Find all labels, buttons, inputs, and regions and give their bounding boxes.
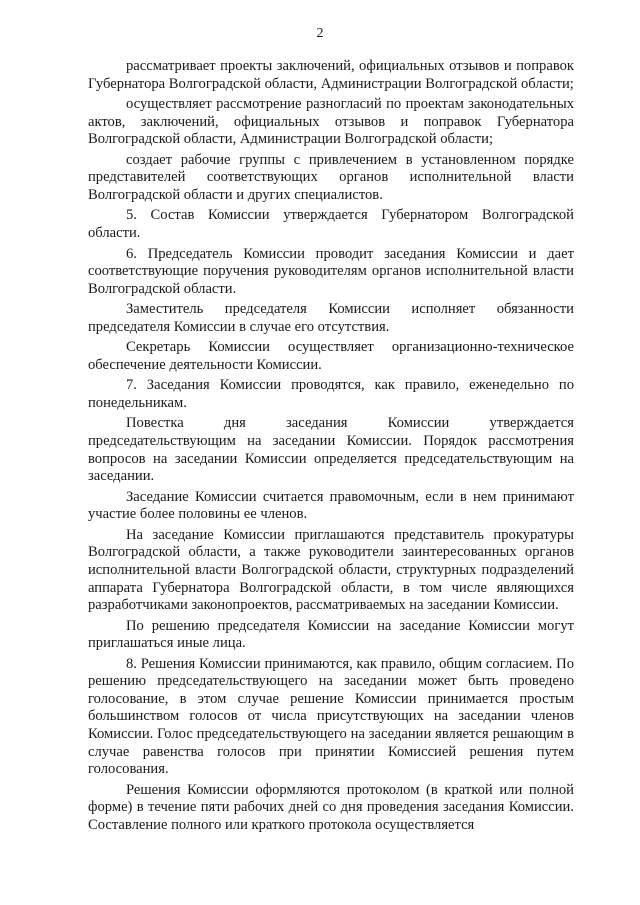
page-number: 2 [316,26,324,41]
paragraph: рассматривает проекты заключений, официальных отзывов и поправок Губернатора Волгоградской области, Администрации Волгоградской области; [88,58,574,92]
paragraph: Заместитель председателя Комиссии исполняет обязанности председателя Комиссии в случае его отсутствия. [88,301,574,335]
paragraph: осуществляет рассмотрение разногласий по проектам законодательных актов, заключений, официальных отзывов и поправок Губернатора Волгоградской области, Администрации Волгоградской области; [88,96,574,148]
paragraph: создает рабочие группы с привлечением в установленном порядке представителей соответствующих органов исполнительной власти Волгоградской области и других специалистов. [88,151,574,203]
paragraph: Заседание Комиссии считается правомочным, если в нем принимают участие более половины ее членов. [88,488,574,523]
paragraph: 5. Состав Комиссии утверждается Губернатором Волгоградской области. [88,207,574,242]
paragraph: Решения Комиссии оформляются протоколом (в краткой или полной форме) в течение пяти рабочих дней со дня проведения заседания Комиссии. Составление полного или краткого протокола осуществляется [88,781,574,833]
paragraph: Повестка дня заседания Комиссии утверждается председательствующим на заседании Комиссии. Порядок рассмотрения вопросов на заседании Комиссии определяется председательствующим на заседании. [88,415,574,485]
paragraph: По решению председателя Комиссии на заседание Комиссии могут приглашаться иные лица. [88,617,574,652]
paragraph: 6. Председатель Комиссии проводит заседания Комиссии и дает соответствующие поручения руководителям органов исполнительной власти Волгоградской области. [88,245,574,297]
paragraph: Секретарь Комиссии осуществляет организационно-техническое обеспечение деятельности Комиссии. [88,339,574,373]
document-body [88,58,574,835]
paragraph: 8. Решения Комиссии принимаются, как правило, общим согласием. По решению председательствующего на заседании может быть проведено голосование, в этом случае решение Комиссии принимается простым большинством голосов от числа присутствующих на заседании членов Комиссии. Голос председательствующего на заседании является решающим в случае равенства голосов при принятии Комиссией решения путем голосования. [88,655,574,778]
paragraph: 7. Заседания Комиссии проводятся, как правило, еженедельно по понедельникам. [88,377,574,411]
paragraph: На заседание Комиссии приглашаются представитель прокуратуры Волгоградской области, а также руководители заинтересованных органов исполнительной власти Волгоградской области, структурных подразделений аппарата Губернатора Волгоградской области, в том числе являющихся разработчиками законопроектов, рассматриваемых на заседании Комиссии. [88,526,574,614]
